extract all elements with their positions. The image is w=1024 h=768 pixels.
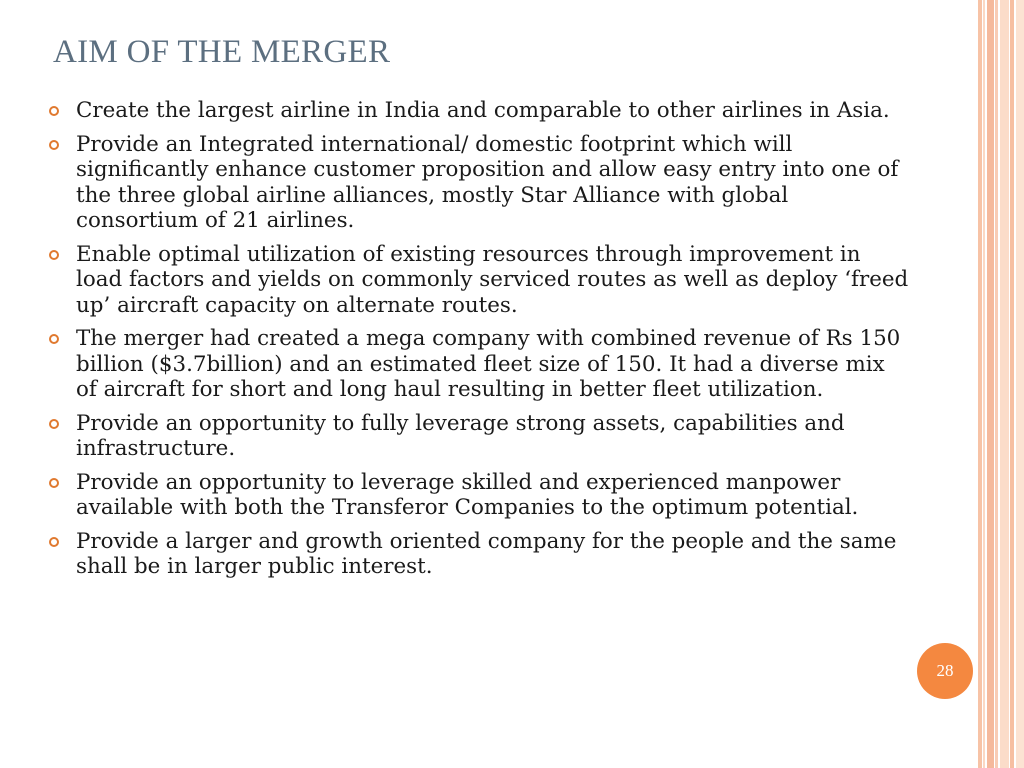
bullet-circle-icon	[49, 106, 59, 116]
bullet-item	[49, 470, 909, 521]
slide-title: AIM OF THE MERGER	[53, 34, 391, 70]
bullet-text: Create the largest airline in India and comparable to other airlines in Asia.	[76, 98, 890, 123]
bullet-text: The merger had created a mega company with combined revenue of Rs 150 billion ($3.7billion) and an estimated fleet size of 150. It had a diverse mix of aircraft for short and long haul resulting in better fleet utilization.	[76, 326, 901, 402]
bullet-text: Enable optimal utilization of existing resources through improvement in load factors and yields on commonly serviced routes as well as deploy ‘freed up’ aircraft capacity on alternate routes.	[76, 241, 909, 318]
decorative-stripe	[1010, 0, 1014, 768]
bullet-item	[49, 98, 909, 124]
bullet-text: Provide an opportunity to leverage skilled and experienced manpower available with both the Transferor Companies to the optimum potential.	[76, 469, 859, 520]
decorative-stripe	[995, 0, 998, 768]
bullet-text: Provide an opportunity to fully leverage strong assets, capabilities and infrastructure.	[76, 410, 845, 461]
page-number-badge: 28	[917, 643, 973, 699]
bullet-circle-icon	[49, 140, 59, 150]
bullet-circle-icon	[49, 537, 59, 547]
bullet-circle-icon	[49, 478, 59, 488]
bullet-list	[49, 98, 909, 588]
bullet-circle-icon	[49, 250, 59, 260]
bullet-item	[49, 242, 909, 319]
decorative-stripe	[1000, 0, 1009, 768]
bullet-item	[49, 132, 909, 234]
bullet-item	[49, 411, 909, 462]
bullet-text: Provide a larger and growth oriented company for the people and the same shall be in larger public interest.	[76, 528, 897, 579]
decorative-stripe	[983, 0, 985, 768]
decorative-stripe	[987, 0, 994, 768]
decorative-stripe	[1016, 0, 1024, 768]
bullet-item	[49, 529, 909, 580]
bullet-text: Provide an Integrated international/ domestic footprint which will significantly enhance customer proposition and allow easy entry into one of the three global airline alliances, mostly Star Alliance with global consortium of 21 airlines.	[76, 131, 899, 233]
decorative-stripe	[978, 0, 982, 768]
bullet-item	[49, 326, 909, 403]
bullet-circle-icon	[49, 419, 59, 429]
bullet-circle-icon	[49, 334, 59, 344]
